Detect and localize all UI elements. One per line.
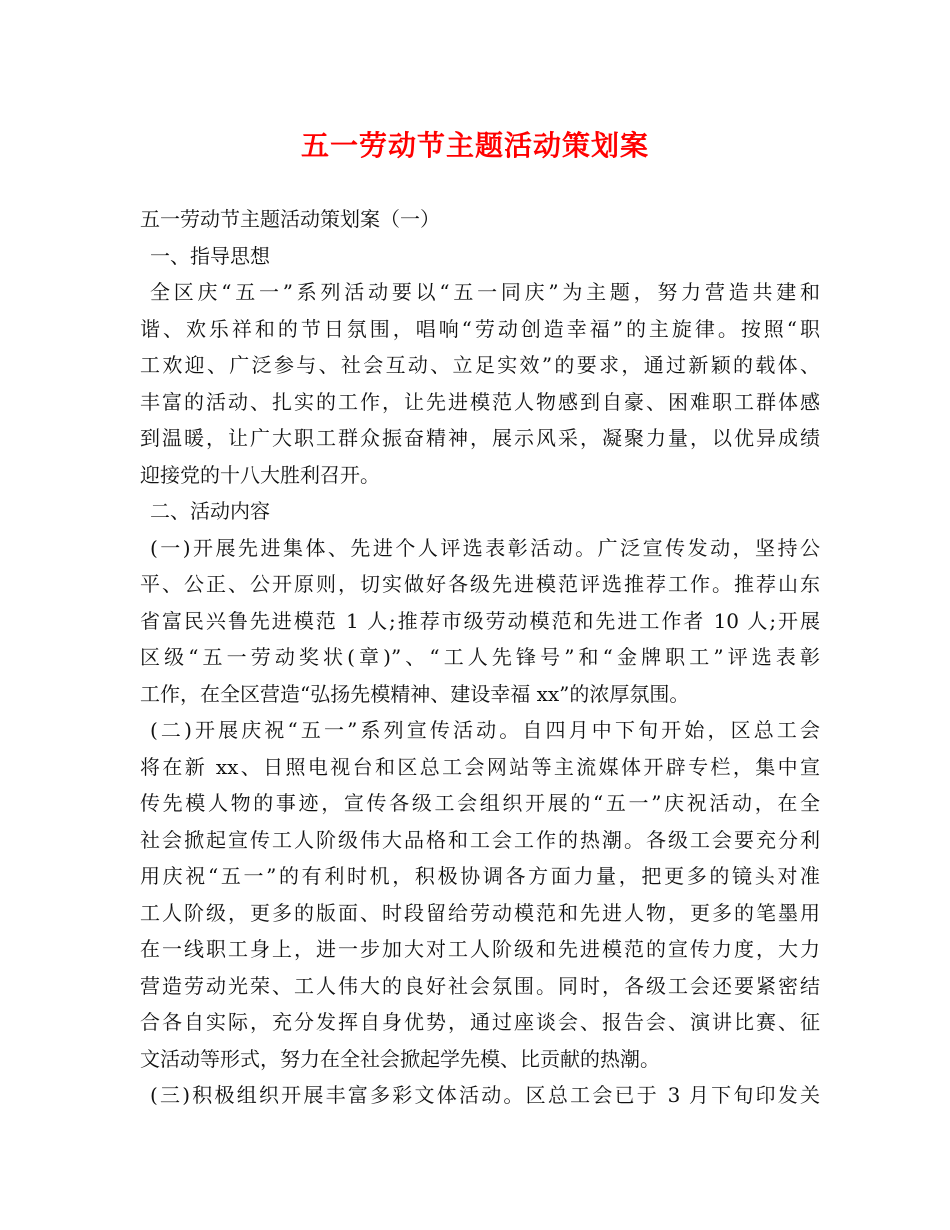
paragraph-line: 到温暖，让广大职工群众振奋精神，展示风采，凝聚力量，以优异成绩 — [140, 426, 820, 450]
paragraph-line: 将在新 xx、日照电视台和区总工会网站等主流媒体开辟专栏，集中宣 — [140, 754, 820, 779]
paragraph-line: 在一线职工身上，进一步加大对工人阶级和先进模范的宣传力度，大力 — [140, 937, 820, 961]
paragraph-line: 社会掀起宣传工人阶级伟大品格和工会工作的热潮。各级工会要充分利 — [140, 827, 820, 852]
paragraph-line: 工人阶级，更多的版面、时段留给劳动模范和先进人物，更多的笔墨用 — [140, 900, 820, 925]
paragraph-line: 省富民兴鲁先进模范 1 人;推荐市级劳动模范和先进工作者 10 人;开展 — [140, 608, 820, 633]
paragraph-line: 营造劳动光荣、工人伟大的良好社会氛围。同时，各级工会还要紧密结 — [140, 973, 820, 998]
paragraph-line: 工欢迎、广泛参与、社会互动、立足实效”的要求，通过新颖的载体、 — [140, 353, 820, 377]
paragraph-line: 谐、欢乐祥和的节日氛围，唱响“劳动创造幸福”的主旋律。按照“职 — [140, 316, 820, 341]
paragraph-line: 迎接党的十八大胜利召开。 — [140, 462, 380, 487]
document-title: 五一劳动节主题活动策划案 — [300, 129, 649, 162]
section-heading-activity-content: 二、活动内容 — [150, 499, 270, 523]
paragraph-line: 传先模人物的事迹，宣传各级工会组织开展的“五一”庆祝活动，在全 — [140, 791, 820, 815]
paragraph-line: 丰富的活动、扎实的工作，让先进模范人物感到自豪、困难职工群体感 — [140, 389, 820, 414]
paragraph-line: (一)开展先进集体、先进个人评选表彰活动。广泛宣传发动，坚持公 — [150, 535, 820, 560]
document-body — [140, 201, 820, 1114]
paragraph-line: 工作，在全区营造“弘扬先模精神、建设幸福 xx”的浓厚氛围。 — [140, 681, 690, 706]
paragraph-line: 平、公正、公开原则，切实做好各级先进模范评选推荐工作。推荐山东 — [140, 572, 820, 596]
section-heading-guiding-ideology: 一、指导思想 — [150, 243, 270, 268]
paragraph-line: 合各自实际，充分发挥自身优势，通过座谈会、报告会、演讲比赛、征 — [140, 1010, 820, 1034]
paragraph-line: (三)积极组织开展丰富多彩文体活动。区总工会已于 3 月下旬印发关 — [150, 1083, 820, 1107]
paragraph-line: 全区庆“五一”系列活动要以“五一同庆”为主题，努力营造共建和 — [150, 280, 820, 304]
paragraph-line: (二)开展庆祝“五一”系列宣传活动。自四月中下旬开始，区总工会 — [150, 718, 820, 742]
paragraph-line: 区级“五一劳动奖状(章)”、“工人先锋号”和“金牌职工”评选表彰 — [140, 645, 820, 669]
paragraph-line: 文活动等形式，努力在全社会掀起学先模、比贡献的热潮。 — [140, 1046, 660, 1071]
paragraph-line: 用庆祝“五一”的有利时机，积极协调各方面力量，把更多的镜头对准 — [140, 864, 820, 888]
subtitle-line: 五一劳动节主题活动策划案（一） — [140, 207, 440, 231]
